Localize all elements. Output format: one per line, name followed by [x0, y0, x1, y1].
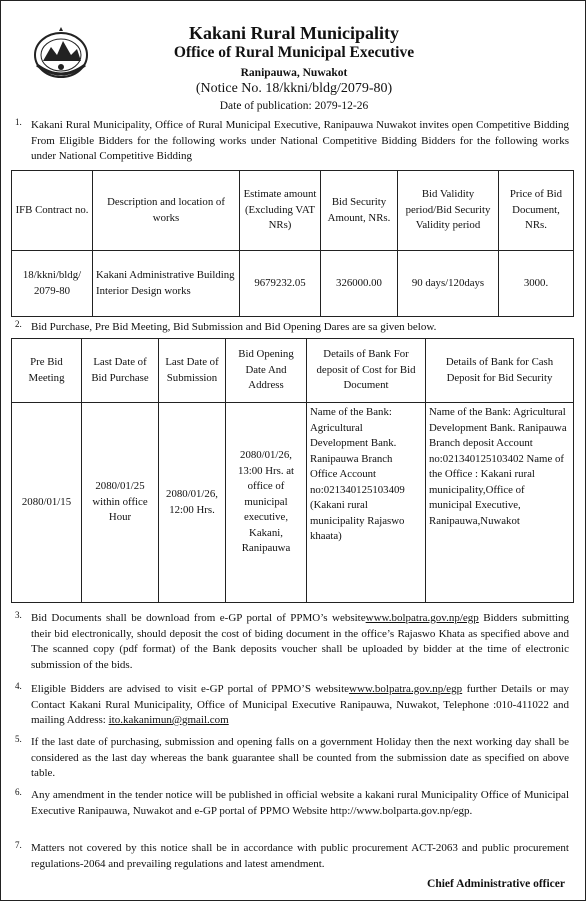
egp-portal-link[interactable]: www.bolpatra.gov.np/egp: [365, 612, 479, 624]
table-row: [12, 403, 574, 603]
table-header: Last Date of Bid Purchase: [82, 339, 159, 403]
table-header-row: [12, 171, 574, 251]
item-number: 5.: [15, 734, 22, 744]
table-header: Price of Bid Document, NRs.: [499, 171, 574, 251]
item-number: 3.: [15, 610, 22, 620]
item-number: 7.: [15, 840, 22, 850]
bid-works-table: [11, 170, 574, 317]
table-cell: Name of the Bank: Agricultural Development Bank. Ranipauwa Branch Office Account no:021340125103409 (Kakani rural municipality Rajaswo khaata): [307, 403, 426, 603]
table-cell: 18/kkni/bldg/ 2079-80: [12, 251, 93, 317]
email-link[interactable]: ito.kakanimun@gmail.com: [108, 714, 229, 726]
item-number: 2.: [15, 319, 22, 329]
item-4-text: Eligible Bidders are advised to visit e-GP portal of PPMO’S websitewww.bolpatra.gov.np/egp further Details or may Contact Kakani Rural Municipality, Office of Municipal Executive Ranipauwa, Nuwakot, Telephone :010-411022 and mailing Address: ito.kakanimun@gmail.com: [31, 683, 569, 726]
table-header: Pre Bid Meeting: [12, 339, 82, 403]
item-3-text: Bid Documents shall be download from e-GP portal of PPMO’s websitewww.bolpatra.gov.np/egp Bidders submitting their bid electronically, should deposit the cost of biding document in the office’s Rajaswo Khata as specified above and The scanned copy (pdf format) of the Bank deposits voucher shall be uploaded by bidder at the time of electronic submission of the bids.: [31, 612, 570, 671]
bid-schedule-table: [11, 338, 574, 603]
office-title: Office of Rural Municipal Executive: [173, 44, 415, 61]
table-header: Description and location of works: [93, 171, 240, 251]
table-cell: Name of the Bank: Agricultural Development Bank. Ranipauwa Branch deposit Account no:021340125103402 Name of the Office : Kakani rural municipality,Office of municipal Executive, Ranipauwa,Nuwakot: [426, 403, 574, 603]
item-1-text: Kakani Rural Municipality, Office of Rural Municipal Executive, Ranipauwa Nuwakot invites open Competitive Bidding From Eligible Bidders for the following works under National Competitive Bidding Bidders for the following works under National Competitive Bidding: [31, 119, 569, 162]
municipality-title: Kakani Rural Municipality: [188, 23, 400, 43]
item-5-text: If the last date of purchasing, submission and opening falls on a government Holiday then the next working day shall be considered as the last day whereas the bank guarantee shall be counted from the submission date as specified on above table.: [31, 736, 569, 779]
table-cell: 2080/01/26, 13:00 Hrs. at office of municipal executive, Kakani, Ranipauwa: [226, 403, 307, 603]
table-cell: 3000.: [499, 251, 574, 317]
table-cell: 326000.00: [321, 251, 398, 317]
table-header: Last Date of Submission: [159, 339, 226, 403]
table-cell: 90 days/120days: [398, 251, 499, 317]
table-header-row: [12, 339, 574, 403]
item-2-text: Bid Purchase, Pre Bid Meeting, Bid Submission and Bid Opening Dares are sa given below.: [31, 321, 437, 333]
item-number: 6.: [15, 787, 22, 797]
table-header: Estimate amount (Excluding VAT NRs): [240, 171, 321, 251]
item-number: 4.: [15, 681, 22, 691]
table-cell: 9679232.05: [240, 251, 321, 317]
table-header: Bid Validity period/Bid Security Validity period: [398, 171, 499, 251]
publication-date: Date of publication: 2079-12-26: [219, 100, 369, 112]
table-cell: 2080/01/25 within office Hour: [82, 403, 159, 603]
table-header: Bid Security Amount, NRs.: [321, 171, 398, 251]
table-cell: Kakani Administrative Building Interior Design works: [93, 251, 240, 317]
table-cell: 2080/01/15: [12, 403, 82, 603]
table-header: IFB Contract no.: [12, 171, 93, 251]
table-cell: 2080/01/26, 12:00 Hrs.: [159, 403, 226, 603]
notice-number: (Notice No. 18/kkni/bldg/2079-80): [195, 81, 393, 96]
table-header: Details of Bank For deposit of Cost for Bid Document: [307, 339, 426, 403]
item-number: 1.: [15, 117, 22, 127]
table-row: [12, 251, 574, 317]
table-header: Bid Opening Date And Address: [226, 339, 307, 403]
egp-portal-link[interactable]: www.bolpatra.gov.np/egp: [349, 683, 463, 695]
item-7-text: Matters not covered by this notice shall be in accordance with public procurement ACT-2063 and public procurement regulations-2064 and prevailing regulations and latest amendment.: [31, 842, 569, 870]
table-header: Details of Bank for Cash Deposit for Bid Security: [426, 339, 574, 403]
signature-line: Chief Administrative officer: [427, 878, 565, 890]
office-address: Ranipauwa, Nuwakot: [240, 67, 348, 79]
item-6-text: Any amendment in the tender notice will be published in official website a kakani rural Municipality Office of Municipal Executive Ranipauwa, Nuwakot and e-GP portal of PPMO Website http://www.bolparta.gov.np/egp.: [31, 789, 569, 817]
